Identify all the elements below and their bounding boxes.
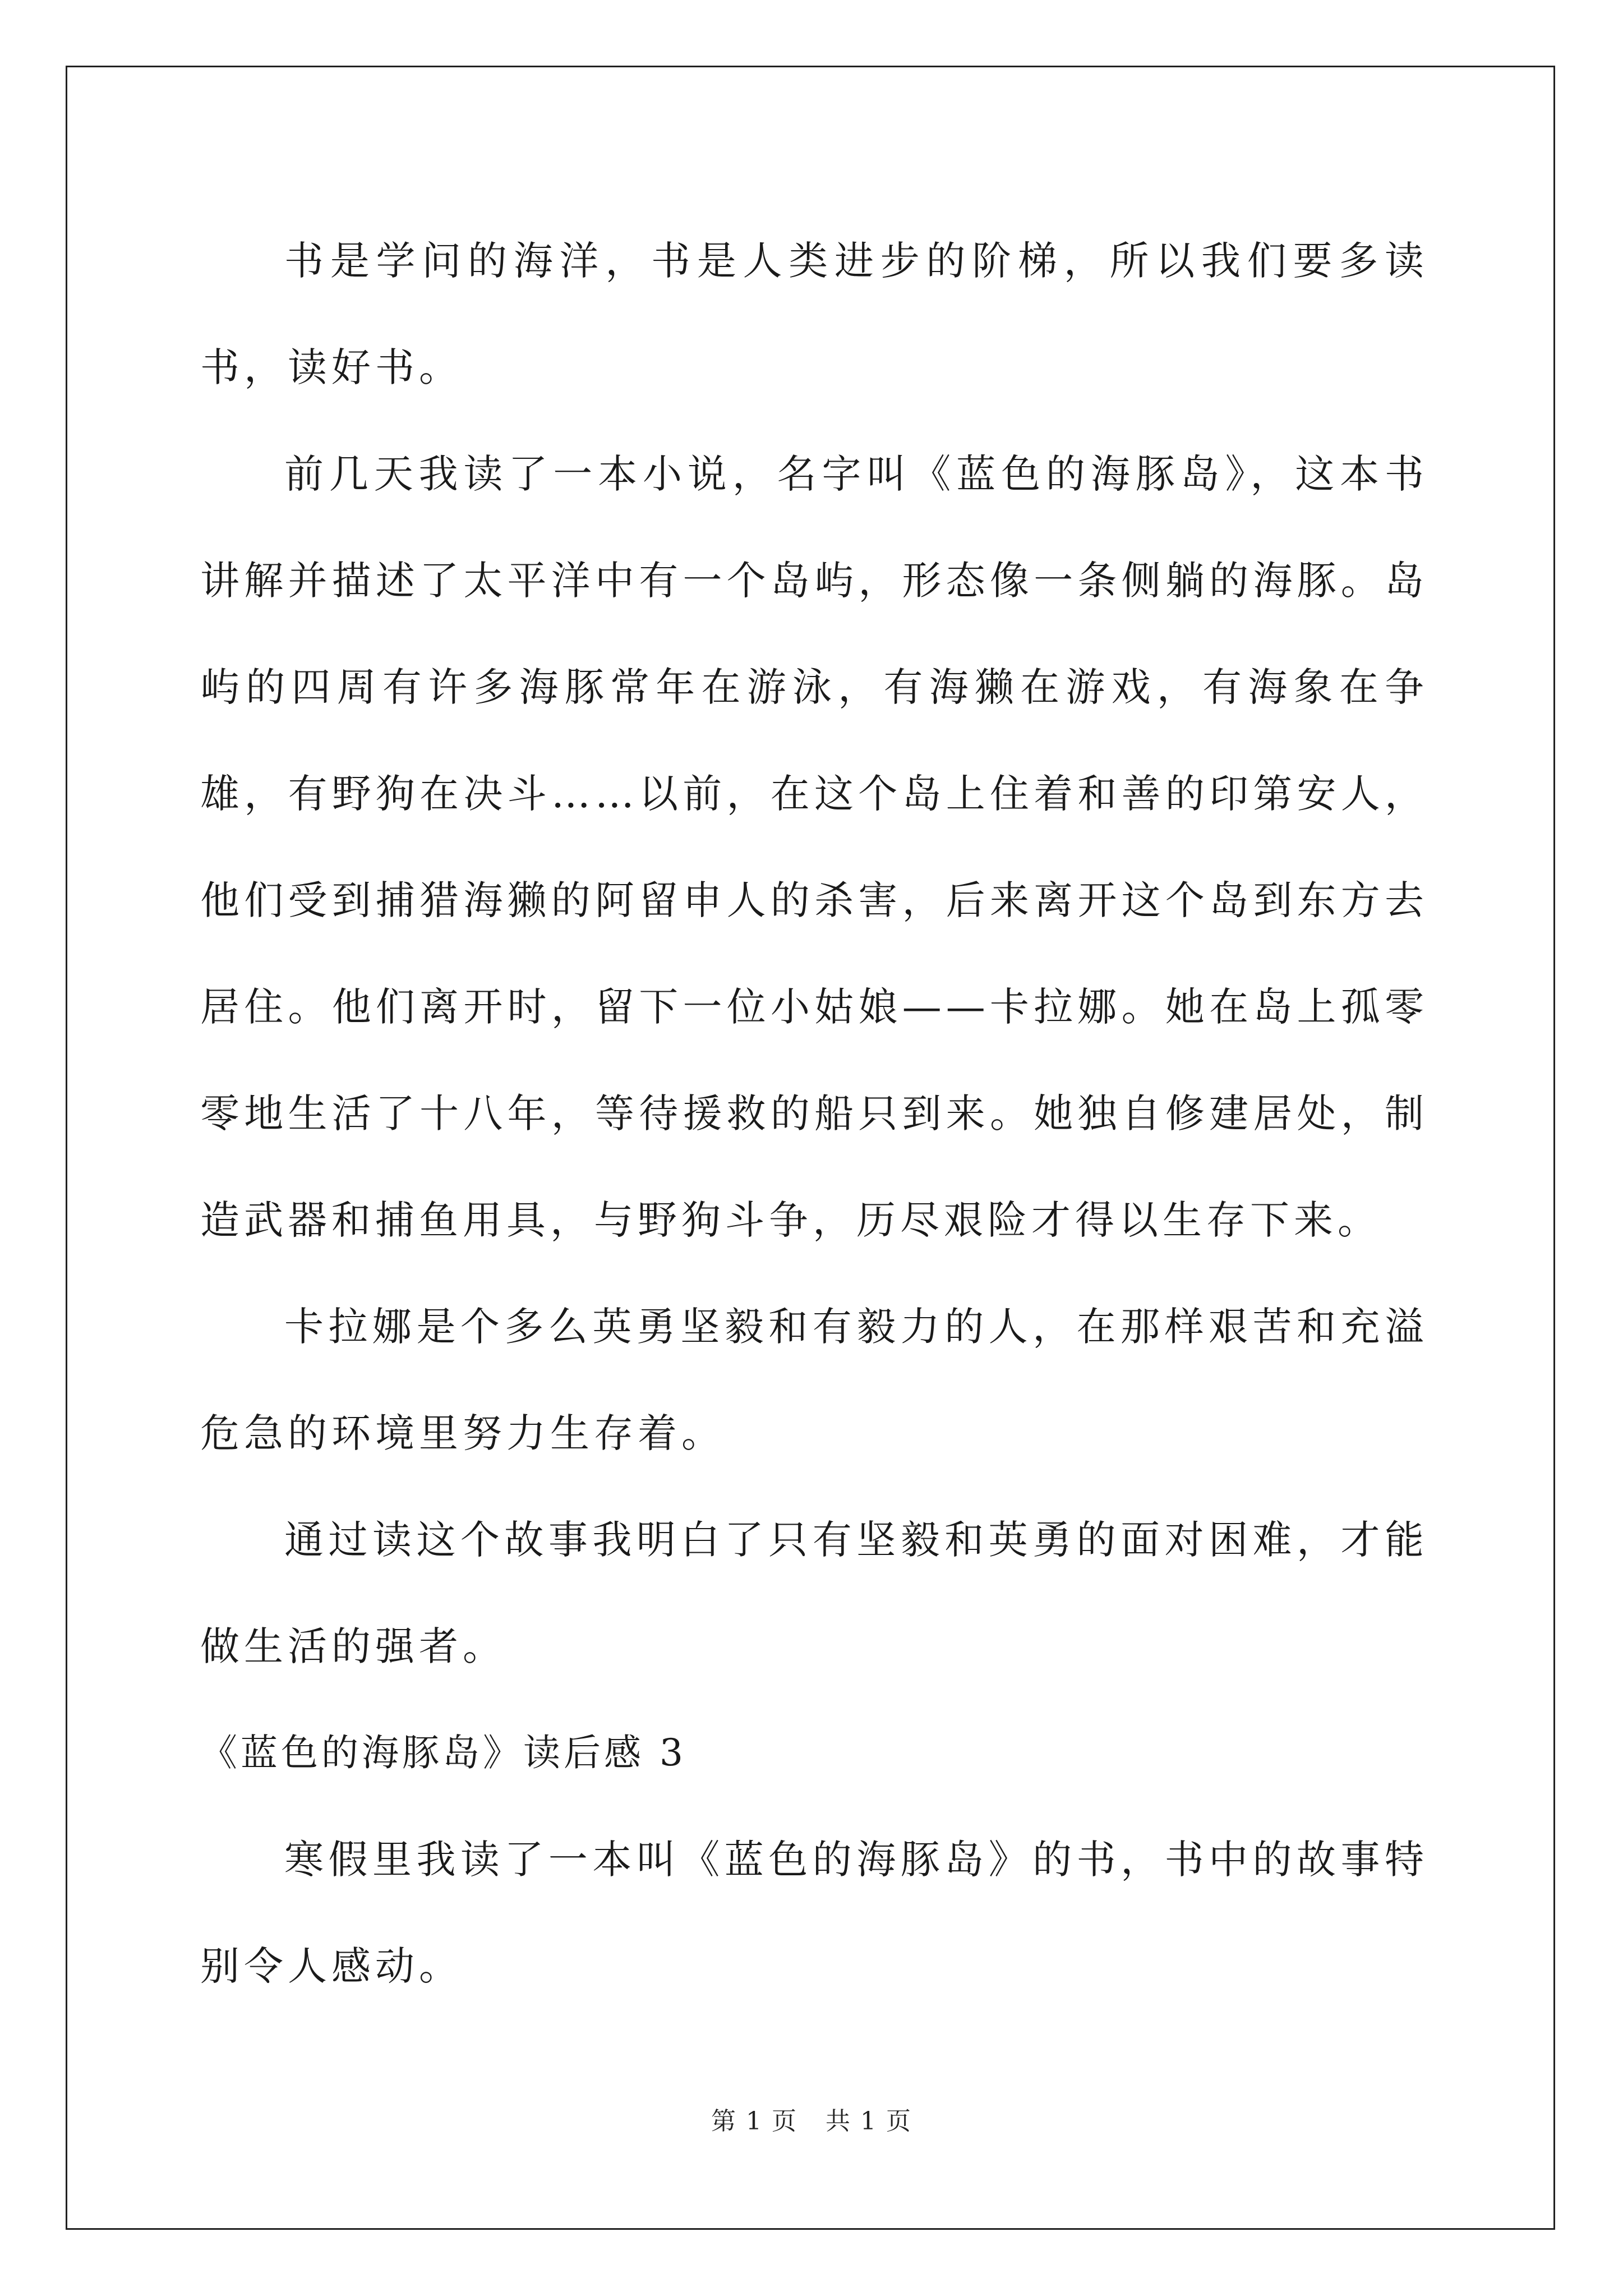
- paragraph: 寒假里我读了一本叫《蓝色的海豚岛》的书，书中的故事特别令人感动。: [200, 1837, 1428, 1989]
- page-total: 共 1 页: [826, 2107, 912, 2136]
- paragraph: 卡拉娜是个多么英勇坚毅和有毅力的人，在那样艰苦和充溢危急的环境里努力生存着。: [200, 1304, 1428, 1456]
- paragraph: 前几天我读了一本小说，名字叫《蓝色的海豚岛》，这本书讲解并描述了太平洋中有一个岛屿，形态像一条侧躺的海豚。岛屿的四周有许多海豚常年在游泳，有海獭在游戏，有海象在争雄，有野狗在决斗……以前，在这个岛上住着和善的印第安人，他们受到捕猎海獭的阿留申人的杀害，后来离开这个岛到东方去居住。他们离开时，留下一位小姑娘——卡拉娜。她在岛上孤零零地生活了十八年，等待援救的船只到来。她独自修建居处，制造武器和捕鱼用具，与野狗斗争，历尽艰险才得以生存下来。: [200, 451, 1428, 1243]
- page-footer: [0, 2101, 1623, 2137]
- paragraph: 书是学问的海洋，书是人类进步的阶梯，所以我们要多读书，读好书。: [200, 238, 1428, 390]
- page-number: 第 1 页: [711, 2107, 797, 2136]
- section-heading: 《蓝色的海豚岛》读后感 3: [200, 1731, 686, 1774]
- paragraph: 通过读这个故事我明白了只有坚毅和英勇的面对困难，才能做生活的强者。: [200, 1517, 1428, 1669]
- document-body: [200, 208, 1428, 2019]
